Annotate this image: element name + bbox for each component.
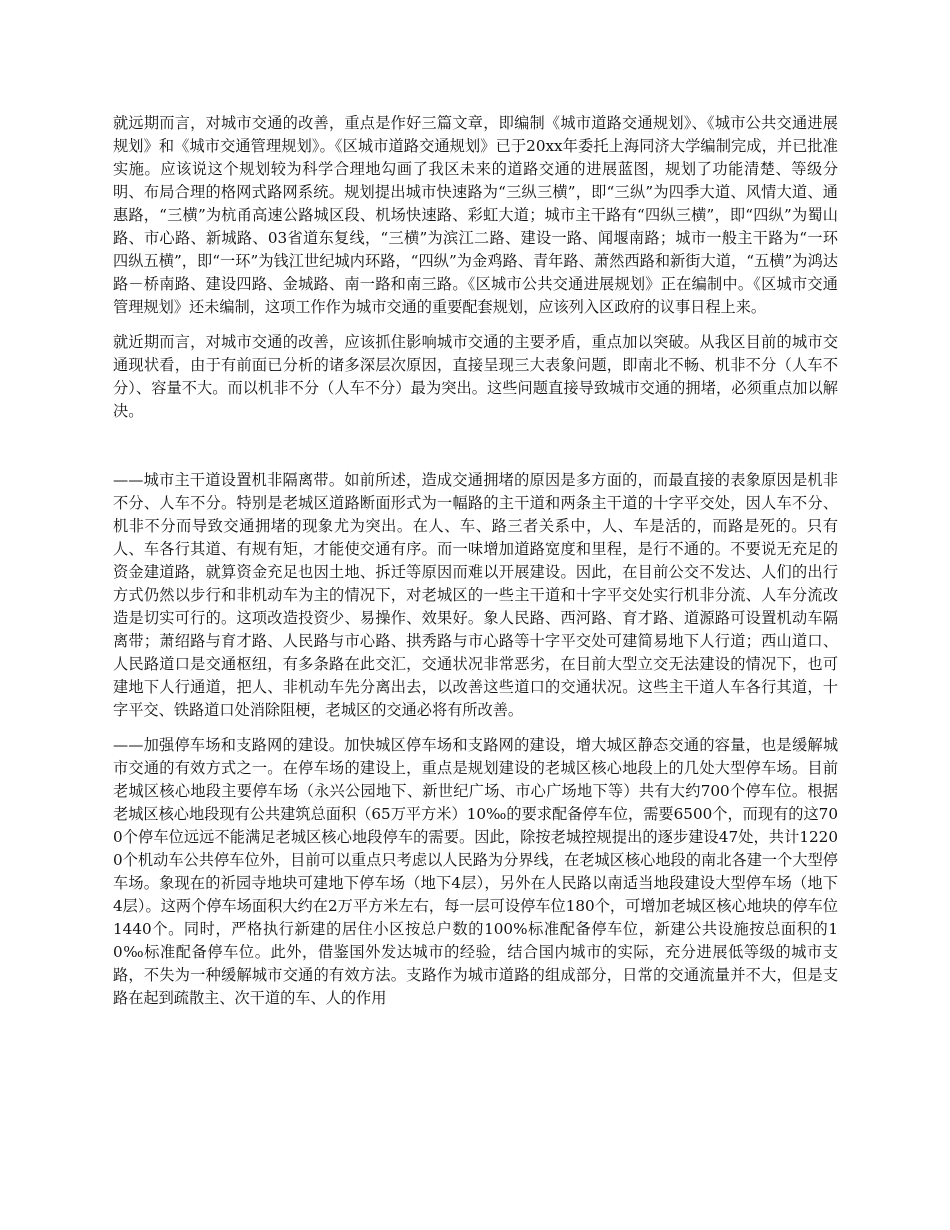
paragraph-short-term-problems: 就近期而言，对城市交通的改善，应该抓住影响城市交通的主要矛盾，重点加以突破。从我区目前的城市交通现状看，由于有前面已分析的诸多深层次原因，直接呈现三大表象问题，即南北不畅、机非不分（人车不分）、容量不大。而以机非不分（人车不分）最为突出。这些问题直接导致城市交通的拥堵，必须重点加以解决。 [113, 333, 838, 420]
paragraph-long-term-planning: 就远期而言，对城市交通的改善，重点是作好三篇文章，即编制《城市道路交通规划》、《城市公共交通进展规划》和《城市交通管理规划》。《区城市道路交通规划》已于20xx年委托上海同济大学编制完成，并已批准实施。应该说这个规划较为科学合理地勾画了我区未来的道路交通的进展蓝图，规划了功能清楚、等级分明、布局合理的格网式路网系统。规划提出城市快速路为“三纵三横”，即“三纵”为四季大道、风情大道、通惠路，“三横”为杭甬高速公路城区段、机场快速路、彩虹大道；城市主干路有“四纵三横”，即“四纵”为蜀山路、市心路、新城路、03省道东复线，“三横”为滨江二路、建设一路、闻堰南路；城市一般主干路为“一环四纵五横”，即“一环”为钱江世纪城内环路，“四纵”为金鸡路、青年路、萧然西路和新街大道，“五横”为鸿达路－桥南路、建设四路、金城路、南一路和南三路。《区城市公共交通进展规划》正在编制中。《区城市交通管理规划》还未编制，这项工作作为城市交通的重要配套规划，应该列入区政府的议事日程上来。 [113, 114, 838, 316]
paragraph-spacer [113, 319, 838, 331]
paragraph-traffic-separation: ——城市主干道设置机非隔离带。如前所述，造成交通拥堵的原因是多方面的，而最直接的表象原因是机非不分、人车不分。特别是老城区道路断面形式为一幅路的主干道和两条主干道的十字平交处，因人车不分、机非不分而导致交通拥堵的现象尤为突出。在人、车、路三者关系中，人、车是活的，而路是死的。只有人、车各行其道、有规有矩，才能使交通有序。而一味增加道路宽度和里程，是行不通的。不要说无充足的资金建道路，就算资金充足也因土地、拆迁等原因而难以开展建设。因此，在目前公交不发达、人们的出行方式仍然以步行和非机动车为主的情况下，对老城区的一些主干道和十字平交处实行机非分流、人车分流改造是切实可行的。这项改造投资少、易操作、效果好。象人民路、西河路、育才路、道源路可设置机动车隔离带；萧绍路与育才路、人民路与市心路、拱秀路与市心路等十字平交处可建简易地下人行道；西山道口、人民路道口是交通枢纽，有多条路在此交汇，交通状况非常恶劣，在目前大型立交无法建设的情况下，也可建地下人行通道，把人、非机动车先分离出去，以改善这些道口的交通状况。这些主干道人车各行其道，十字平交、铁路道口处消除阻梗，老城区的交通必将有所改善。 [113, 471, 838, 719]
document-body [113, 112, 838, 1010]
section-spacer [113, 423, 838, 469]
paragraph-parking-and-branch-roads: ——加强停车场和支路网的建设。加快城区停车场和支路网的建设，增大城区静态交通的容量，也是缓解城市交通的有效方式之一。在停车场的建设上，重点是规划建设的老城区核心地段上的几处大型停车场。目前老城区核心地段主要停车场（永兴公园地下、新世纪广场、市心广场地下等）共有大约700个停车位。根据老城区核心地段现有公共建筑总面积（65万平方米）10‰的要求配备停车位，需要6500个，而现有的这700个停车位远远不能满足老城区核心地段停车的需要。因此，除按老城控规提出的逐步建设47处，共计12200个机动车公共停车位外，目前可以重点只考虑以人民路为分界线，在老城区核心地段的南北各建一个大型停车场。象现在的祈园寺地块可建地下停车场（地下4层），另外在人民路以南适当地段建设大型停车场（地下4层）。这两个停车场面积大约在2万平方米左右，每一层可设停车位180个，可增加老城区核心地块的停车位1440个。同时，严格执行新建的居住小区按总户数的100%标准配备停车位，新建公共设施按总面积的10‰标准配备停车位。此外，借鉴国外发达城市的经验，结合国内城市的实际，充分进展低等级的城市支路，不失为一种缓解城市交通的有效方法。支路作为城市道路的组成部分，日常的交通流量并不大，但是支路在起到疏散主、次干道的车、人的作用 [113, 736, 838, 1007]
paragraph-spacer [113, 722, 838, 734]
